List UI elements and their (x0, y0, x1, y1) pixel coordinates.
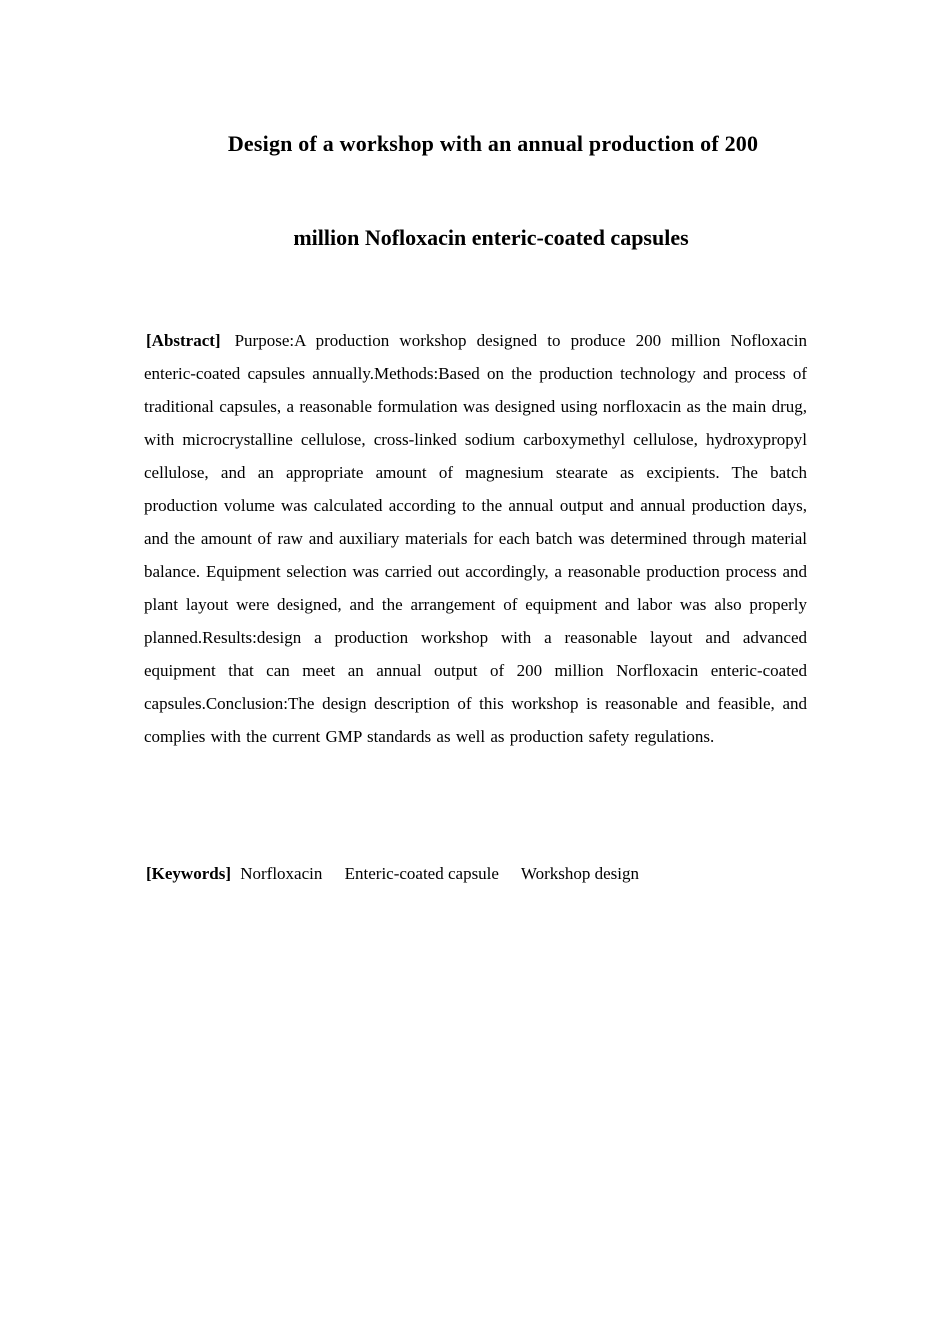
keyword-item: Workshop design (520, 864, 640, 883)
keywords-label: [Keywords] (146, 864, 231, 883)
abstract-paragraph (144, 324, 807, 753)
title-line-1: Design of a workshop with an annual production of 200 (227, 131, 759, 156)
title-line-2: million Nofloxacin enteric-coated capsules (293, 225, 689, 250)
keyword-item: Enteric-coated capsule (344, 864, 499, 883)
abstract-text: Purpose:A production workshop designed to produce 200 million Nofloxacin enteric-coated capsules annually.Methods:Based on the production technology and process of traditional capsules, a reasonable formulation was designed using norfloxacin as the main drug, with microcrystalline cellulose, cross-linked sodium carboxymethyl cellulose, hydroxypropyl cellulose, and an appropriate amount of magnesium stearate as excipients. The batch production volume was calculated according to the annual output and annual production days, and the amount of raw and auxiliary materials for each batch was determined through material balance. Equipment selection was carried out accordingly, a reasonable production process and plant layout were designed, and the arrangement of equipment and labor was also properly planned.Results:design a production workshop with a reasonable layout and advanced equipment that can meet an annual output of 200 million Norfloxacin enteric-coated capsules.Conclusion:The design description of this workshop is reasonable and feasible, and complies with the current GMP standards as well as production safety regulations. (144, 331, 807, 746)
keyword-item: Norfloxacin (240, 864, 323, 883)
abstract-label: [Abstract] (146, 331, 221, 350)
keywords-line (146, 857, 809, 890)
